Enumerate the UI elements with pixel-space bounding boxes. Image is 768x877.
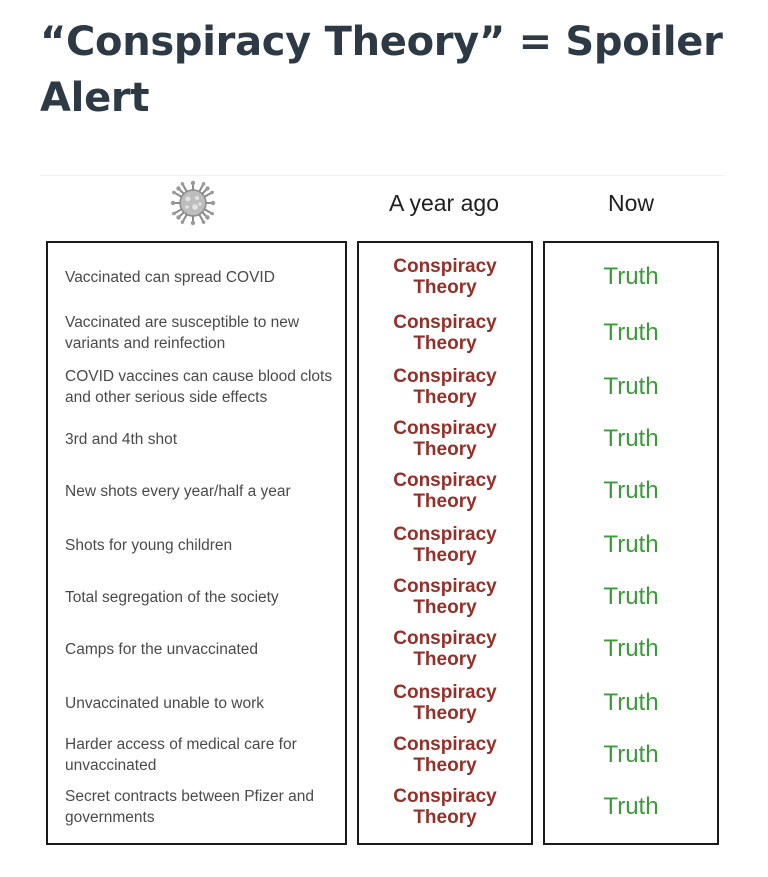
conspiracy-theory-label <box>370 734 520 776</box>
table-row-item <box>48 361 345 413</box>
conspiracy-theory-word: Conspiracy <box>393 418 497 439</box>
table-row-now <box>545 623 717 675</box>
conspiracy-theory-label <box>370 256 520 298</box>
table-row-now <box>545 519 717 571</box>
table-row-now <box>545 251 717 303</box>
conspiracy-theory-word: Theory <box>413 703 477 724</box>
conspiracy-theory-word: Conspiracy <box>393 628 497 649</box>
item-label: Vaccinated can spread COVID <box>65 268 275 286</box>
truth-label: Truth <box>603 741 659 768</box>
item-label: COVID vaccines can cause blood clots and other serious side effects <box>65 368 333 406</box>
virus-icon <box>170 180 216 226</box>
conspiracy-theory-word: Theory <box>413 277 477 298</box>
conspiracy-theory-word: Theory <box>413 491 477 512</box>
table-row-now <box>545 307 717 359</box>
table-row-now <box>545 413 717 465</box>
truth-label: Truth <box>603 373 659 400</box>
item-label: Unvaccinated unable to work <box>65 694 265 712</box>
conspiracy-theory-label <box>370 470 520 512</box>
conspiracy-theory-label <box>370 312 520 354</box>
conspiracy-theory-label <box>370 682 520 724</box>
item-label: Harder access of medical care for unvaccinated <box>65 736 297 774</box>
conspiracy-theory-word: Conspiracy <box>393 470 497 491</box>
item-label: Shots for young children <box>65 536 233 554</box>
table-row-year-ago <box>359 361 531 413</box>
table-row-now <box>545 571 717 623</box>
conspiracy-theory-word: Conspiracy <box>393 786 497 807</box>
truth-label: Truth <box>603 583 659 610</box>
conspiracy-theory-label <box>370 576 520 618</box>
column-header-now: Now <box>607 190 654 216</box>
table-row-item <box>48 729 345 781</box>
conspiracy-theory-word: Theory <box>413 387 477 408</box>
conspiracy-theory-label <box>370 366 520 408</box>
conspiracy-theory-word: Theory <box>413 807 477 828</box>
table-row-now <box>545 361 717 413</box>
table-row-year-ago <box>359 781 531 833</box>
table-row-year-ago <box>359 465 531 517</box>
table-row-year-ago <box>359 623 531 675</box>
table-row-now <box>545 465 717 517</box>
truth-label: Truth <box>603 319 659 346</box>
item-label: New shots every year/half a year <box>65 482 291 500</box>
table-row-item <box>48 307 345 359</box>
comparison-meme <box>40 175 724 851</box>
now-column <box>543 241 719 845</box>
conspiracy-theory-word: Conspiracy <box>393 366 497 387</box>
item-label: Vaccinated are susceptible to new variants and reinfection <box>65 314 300 352</box>
truth-label: Truth <box>603 793 659 820</box>
conspiracy-theory-label <box>370 418 520 460</box>
truth-label: Truth <box>603 425 659 452</box>
conspiracy-theory-label <box>370 524 520 566</box>
table-row-now <box>545 729 717 781</box>
table-row-item <box>48 571 345 623</box>
item-label: Secret contracts between Pfizer and governments <box>65 788 314 826</box>
table-row-item <box>48 465 345 517</box>
page-title: “Conspiracy Theory” = Spoiler Alert <box>40 19 723 121</box>
table-row-item <box>48 251 345 303</box>
conspiracy-theory-word: Conspiracy <box>393 682 497 703</box>
table-row-now <box>545 781 717 833</box>
conspiracy-theory-word: Theory <box>413 333 477 354</box>
table-row-year-ago <box>359 519 531 571</box>
conspiracy-theory-word: Theory <box>413 439 477 460</box>
conspiracy-theory-word: Theory <box>413 545 477 566</box>
table-row-year-ago <box>359 677 531 729</box>
table-row-item <box>48 623 345 675</box>
truth-label: Truth <box>603 635 659 662</box>
year-ago-column <box>357 241 533 845</box>
conspiracy-theory-word: Conspiracy <box>393 524 497 545</box>
conspiracy-theory-word: Conspiracy <box>393 256 497 277</box>
table-row-year-ago <box>359 729 531 781</box>
conspiracy-theory-word: Theory <box>413 649 477 670</box>
item-label: Camps for the unvaccinated <box>65 640 258 658</box>
conspiracy-theory-word: Theory <box>413 597 477 618</box>
conspiracy-theory-label <box>370 786 520 828</box>
conspiracy-theory-label <box>370 628 520 670</box>
item-label: 3rd and 4th shot <box>65 430 178 448</box>
conspiracy-theory-word: Conspiracy <box>393 734 497 755</box>
conspiracy-theory-word: Conspiracy <box>393 576 497 597</box>
truth-label: Truth <box>603 689 659 716</box>
conspiracy-theory-word: Theory <box>413 755 477 776</box>
truth-label: Truth <box>603 477 659 504</box>
truth-label: Truth <box>603 263 659 290</box>
column-header-year-ago: A year ago <box>389 190 499 216</box>
table-row-year-ago <box>359 413 531 465</box>
conspiracy-theory-word: Conspiracy <box>393 312 497 333</box>
item-label: Total segregation of the society <box>65 588 279 606</box>
truth-label: Truth <box>603 531 659 558</box>
table-row-item <box>48 781 345 833</box>
table-row-item <box>48 677 345 729</box>
table-row-year-ago <box>359 571 531 623</box>
table-row-now <box>545 677 717 729</box>
table-row-item <box>48 519 345 571</box>
items-column <box>46 241 347 845</box>
table-row-year-ago <box>359 251 531 303</box>
table-row-item <box>48 413 345 465</box>
table-row-year-ago <box>359 307 531 359</box>
table-header <box>40 175 724 238</box>
